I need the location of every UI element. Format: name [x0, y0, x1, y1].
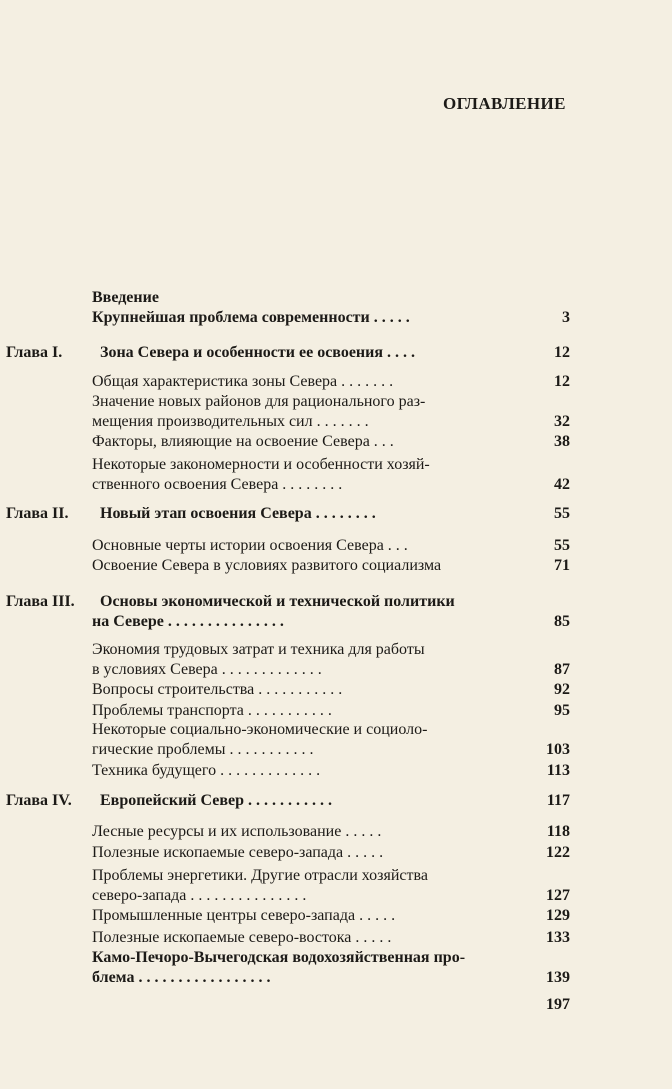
- toc-title: ОГЛАВЛЕНИЕ: [443, 94, 566, 113]
- toc-page-number: 113: [546, 762, 570, 779]
- toc-page-number: 118: [546, 823, 570, 840]
- toc-entry: Техника будущего . . . . . . . . . . . . .: [92, 762, 321, 779]
- toc-entry: Промышленные центры северо-запада . . . . .: [92, 907, 396, 924]
- toc-entry: мещения производительных сил . . . . . . .: [92, 413, 369, 430]
- toc-entry: Значение новых районов для рационального раз-: [92, 393, 426, 410]
- chapter-label: Глава I.: [6, 344, 63, 361]
- toc-page-number: 55: [554, 537, 570, 554]
- toc-page-number: 38: [554, 433, 570, 450]
- toc-page-number: 55: [554, 505, 570, 522]
- toc-entry: Зона Севера и особенности ее освоения . . . .: [100, 344, 416, 361]
- toc-page-number: 129: [546, 907, 570, 924]
- toc-entry: на Севере . . . . . . . . . . . . . . .: [92, 613, 284, 630]
- toc-page-number: 117: [546, 792, 570, 809]
- toc-page-number: 71: [554, 557, 570, 574]
- toc-entry: северо-запада . . . . . . . . . . . . . . .: [92, 887, 307, 904]
- toc-page-number: 103: [546, 741, 570, 758]
- toc-entry: Европейский Север . . . . . . . . . . .: [100, 792, 332, 809]
- toc-entry: Некоторые социально-экономические и социоло-: [92, 721, 428, 738]
- toc-entry: Некоторые закономерности и особенности хозяй-: [92, 456, 430, 473]
- toc-page-number: 3: [562, 309, 570, 326]
- toc-page-number: 122: [546, 844, 570, 861]
- toc-entry: Лесные ресурсы и их использование . . . . .: [92, 823, 382, 840]
- toc-entry: Экономия трудовых затрат и техника для работы: [92, 641, 425, 658]
- toc-entry: Проблемы транспорта . . . . . . . . . . .: [92, 702, 332, 719]
- toc-entry: Факторы, влияющие на освоение Севера . . .: [92, 433, 394, 450]
- toc-entry: Полезные ископаемые северо-востока . . . . .: [92, 929, 392, 946]
- page-number: 197: [546, 996, 570, 1013]
- toc-entry: Полезные ископаемые северо-запада . . . . .: [92, 844, 384, 861]
- toc-entry: Новый этап освоения Севера . . . . . . . .: [100, 505, 376, 522]
- toc-entry: Основные черты истории освоения Севера . . .: [92, 537, 408, 554]
- toc-entry: Освоение Севера в условиях развитого социализма: [92, 557, 442, 574]
- toc-entry: Вопросы строительства . . . . . . . . . . .: [92, 681, 343, 698]
- toc-entry: Камо-Печоро-Вычегодская водохозяйственная про-: [92, 949, 466, 966]
- toc-entry: Введение: [92, 289, 159, 306]
- toc-entry: Проблемы энергетики. Другие отрасли хозяйства: [92, 867, 428, 884]
- toc-page-number: 87: [554, 661, 570, 678]
- toc-entry: Крупнейшая проблема современности . . . . .: [92, 309, 410, 326]
- toc-page-number: 133: [546, 929, 570, 946]
- toc-entry: Общая характеристика зоны Севера . . . . . . .: [92, 373, 394, 390]
- toc-page-number: 85: [554, 613, 570, 630]
- chapter-label: Глава III.: [6, 593, 75, 610]
- toc-page-number: 139: [546, 969, 570, 986]
- toc-entry: Основы экономической и технической политики: [100, 593, 455, 610]
- chapter-label: Глава IV.: [6, 792, 72, 809]
- toc-page-number: 42: [554, 476, 570, 493]
- chapter-label: Глава II.: [6, 505, 69, 522]
- toc-page-number: 32: [554, 413, 570, 430]
- toc-entry: гические проблемы . . . . . . . . . . .: [92, 741, 314, 758]
- toc-entry: ственного освоения Севера . . . . . . . .: [92, 476, 343, 493]
- toc-entry: в условиях Севера . . . . . . . . . . . . .: [92, 661, 322, 678]
- toc-page-number: 12: [554, 344, 570, 361]
- toc-page-number: 95: [554, 702, 570, 719]
- toc-page-number: 12: [554, 373, 570, 390]
- toc-page-number: 127: [546, 887, 570, 904]
- toc-page-number: 92: [554, 681, 570, 698]
- toc-entry: блема . . . . . . . . . . . . . . . . .: [92, 969, 271, 986]
